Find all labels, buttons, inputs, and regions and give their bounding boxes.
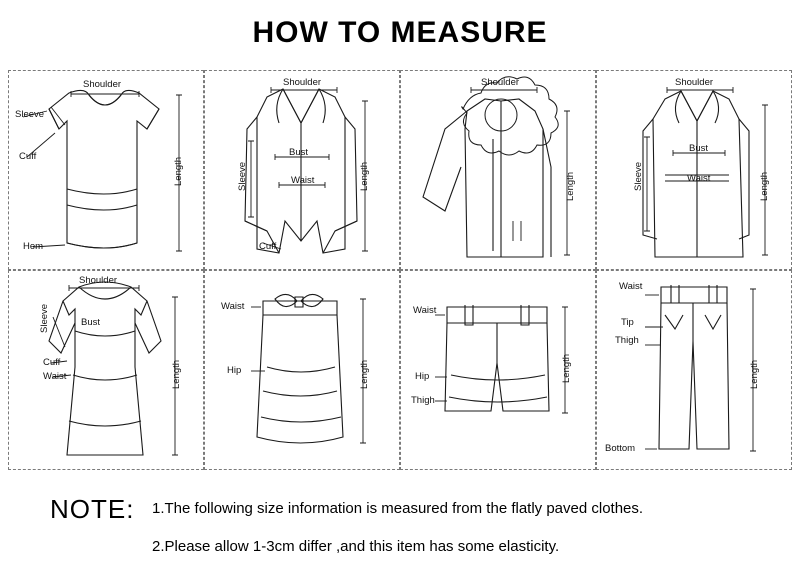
label-waist: Waist	[619, 281, 643, 292]
label-bust: Bust	[81, 317, 101, 328]
label-thigh: Thigh	[615, 335, 639, 346]
label-length: Length	[171, 359, 182, 389]
cell-pants	[596, 270, 792, 470]
label-hem: Hem	[23, 241, 44, 252]
label-hip: Hip	[227, 365, 242, 376]
label-length: Length	[759, 171, 770, 201]
label-bust: Bust	[289, 147, 309, 158]
label-tip: Tip	[621, 317, 634, 328]
cell-tshirt	[8, 70, 204, 270]
label-length: Length	[565, 171, 576, 201]
label-length: Length	[561, 353, 572, 383]
label-length: Length	[749, 359, 760, 389]
note-line-2: 2.Please allow 1-3cm differ ,and this item has some elasticity.	[152, 538, 560, 555]
label-thigh: Thigh	[411, 395, 435, 406]
label-waist: Waist	[291, 175, 315, 186]
label-length: Length	[173, 156, 184, 186]
label-waist: Waist	[221, 301, 245, 312]
measure-grid	[8, 70, 792, 470]
cell-trench-coat	[596, 70, 792, 270]
cell-skirt	[204, 270, 400, 470]
note-line-1: 1.The following size information is measured from the flatly paved clothes.	[152, 500, 644, 517]
label-shoulder: Shoulder	[79, 275, 118, 286]
label-sleeve: Sleeve	[237, 161, 248, 191]
label-bottom: Bottom	[605, 443, 636, 454]
note-label: NOTE:	[50, 494, 135, 524]
label-length: Length	[359, 161, 370, 191]
label-sleeve: Sleeve	[15, 109, 45, 120]
label-shoulder: Shoulder	[481, 77, 520, 88]
label-sleeve: Sleeve	[633, 161, 644, 191]
label-cuff: Cuff	[43, 357, 61, 368]
cell-fur-coat	[400, 70, 596, 270]
label-bust: Bust	[689, 143, 709, 154]
label-shoulder: Shoulder	[675, 77, 714, 88]
label-cuff: Cuff	[19, 151, 37, 162]
label-shoulder: Shoulder	[283, 77, 322, 88]
label-hip: Hip	[415, 371, 430, 382]
cell-dress	[8, 270, 204, 470]
label-shoulder: Shoulder	[83, 79, 122, 90]
label-waist: Waist	[43, 371, 67, 382]
page-title: HOW TO MEASURE	[252, 16, 548, 49]
label-waist: Waist	[687, 173, 711, 184]
label-length: Length	[359, 359, 370, 389]
cell-blazer	[204, 70, 400, 270]
label-cuff: Cuff	[259, 241, 277, 252]
label-waist: Waist	[413, 305, 437, 316]
label-sleeve: Sleeve	[39, 303, 50, 333]
cell-shorts	[400, 270, 596, 470]
